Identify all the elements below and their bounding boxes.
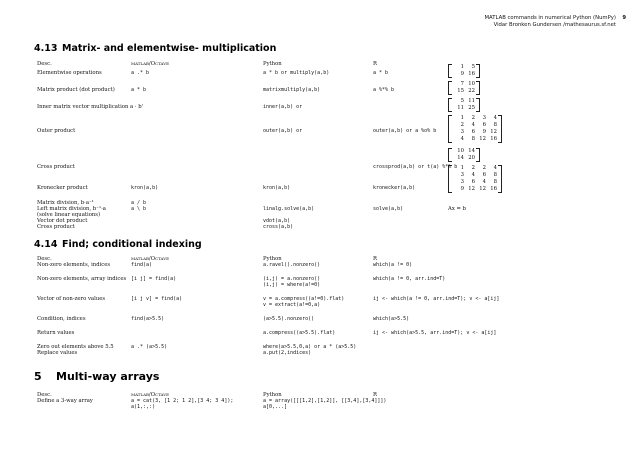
matrix-entry: 15 <box>457 88 464 94</box>
col-python: Python <box>263 61 282 67</box>
matlab-code: find(a>5.5) <box>131 316 165 322</box>
matrix-entry: 3 <box>460 179 464 185</box>
matlab-code: [i j] = find(a) <box>131 276 177 282</box>
r-code: solve(a,b) <box>373 206 404 212</box>
header-author: Vidar Bronken Gundersen /mathesaurus.sf.net <box>493 22 616 28</box>
col-desc: Desc. <box>37 392 52 398</box>
matrix-entry: 8 <box>471 136 475 142</box>
section-heading-4-14 <box>34 239 202 250</box>
matrix-row <box>453 179 497 186</box>
matrix-entry: 6 <box>471 179 475 185</box>
python-code: a.ravel().nonzero() <box>263 262 321 268</box>
section-number: 5 <box>34 370 42 383</box>
desc: Return values <box>37 330 75 336</box>
matrix-entry: 5 <box>471 64 475 70</box>
section-title: Find; conditional indexing <box>62 239 202 250</box>
matrix-entry: 12 <box>490 129 497 135</box>
desc: Matrix division, b·a⁻¹ <box>37 200 94 206</box>
desc: Vector of non-zero values <box>37 296 106 302</box>
col-matlab: matlab/Octave <box>131 392 170 398</box>
result-matrix <box>448 115 502 143</box>
matrix-row <box>453 98 475 105</box>
r-code: crossprod(a,b) or t(a) %*% b <box>373 164 458 170</box>
col-matlab: matlab/Octave <box>131 256 170 262</box>
matrix-entry: 7 <box>460 81 464 87</box>
desc: Elementwise operations <box>37 70 102 76</box>
matrix-entry: 3 <box>482 115 486 121</box>
header-title: MATLAB commands in numerical Python (NumPy) <box>484 15 616 21</box>
section-number: 4.14 <box>34 239 58 250</box>
matlab-code: [i j v] = find(a) <box>131 296 183 302</box>
table-row <box>37 404 597 412</box>
table-row <box>37 87 597 95</box>
matrix-entry: 4 <box>471 122 475 128</box>
python-code: a.compress((a>5.5).flat) <box>263 330 336 336</box>
matrix-entry: 4 <box>471 172 475 178</box>
matrix-entry: 12 <box>479 186 486 192</box>
python-code: matrixmultiply(a,b) <box>263 87 321 93</box>
python-code: v = extract(a!=0,a) <box>263 302 321 308</box>
matrix-entry: 2 <box>471 165 475 171</box>
section-title: Matrix- and elementwise- multiplication <box>62 43 277 54</box>
matrix-entry: 8 <box>493 122 497 128</box>
matrix-entry: 14 <box>457 155 464 161</box>
table-row <box>37 164 597 172</box>
python-code: a.put(2,indices) <box>263 350 312 356</box>
matrix-entry: 2 <box>471 115 475 121</box>
python-code: cross(a,b) <box>263 224 294 230</box>
matrix-entry: 5 <box>460 98 464 104</box>
matrix-entry: 2 <box>460 122 464 128</box>
matlab-code: a / b <box>131 200 147 206</box>
result-matrix <box>448 81 480 95</box>
matrix-entry: 10 <box>457 148 464 154</box>
r-code: a %*% b <box>373 87 395 93</box>
result-matrix <box>448 98 480 112</box>
python-code: outer(a,b) or <box>263 128 303 134</box>
table-row <box>37 316 597 324</box>
python-code: kron(a,b) <box>263 185 291 191</box>
desc: Define a 3-way array <box>37 398 93 404</box>
matlab-code: a(1,:,:) <box>131 404 156 410</box>
matrix-row <box>453 71 475 78</box>
matlab-code: a \ b <box>131 206 147 212</box>
matlab-code: find(a) <box>131 262 153 268</box>
matrix-row <box>453 88 475 95</box>
desc: Vector dot product <box>37 218 88 224</box>
table-row <box>37 330 597 338</box>
col-python: Python <box>263 256 282 262</box>
matrix-entry: 1 <box>460 165 464 171</box>
python-code: inner(a,b) or <box>263 104 303 110</box>
page-number: 9 <box>622 15 626 21</box>
table-row <box>37 224 597 232</box>
r-code: outer(a,b) or a %o% b <box>373 128 437 134</box>
r-code: kronecker(a,b) <box>373 185 416 191</box>
section-heading-4-13 <box>34 43 276 54</box>
matrix-entry: 2 <box>482 165 486 171</box>
matrix-entry: 4 <box>493 115 497 121</box>
matlab-code: a = cat(3, [1 2; 1 2],[3 4; 3 4]); <box>131 398 234 404</box>
matrix-entry: 4 <box>493 165 497 171</box>
matrix-entry: 22 <box>468 88 475 94</box>
desc: (solve linear equations) <box>37 212 101 218</box>
matlab-code: kron(a,b) <box>131 185 159 191</box>
table-row <box>37 128 597 136</box>
matrix-entry: 11 <box>457 105 464 111</box>
matrix-entry: 11 <box>468 98 475 104</box>
section-title: Multi-way arrays <box>56 370 160 383</box>
table-row <box>37 104 597 112</box>
matrix-entry: 4 <box>460 136 464 142</box>
desc: Condition, indices <box>37 316 86 322</box>
matrix-entry: 4 <box>482 179 486 185</box>
solve-result: Ax = b <box>448 206 467 212</box>
desc: Non-zero elements, array indices <box>37 276 127 282</box>
col-desc: Desc. <box>37 61 52 67</box>
matrix-entry: 8 <box>493 179 497 185</box>
python-code: a[0,...] <box>263 404 288 410</box>
section-number: 4.13 <box>34 43 58 54</box>
matrix-entry: 16 <box>490 186 497 192</box>
matrix-entry: 9 <box>460 71 464 77</box>
r-code: ij <- which(a != 0, arr.ind=T); v <- a[ij] <box>373 296 500 302</box>
matrix-entry: 3 <box>460 172 464 178</box>
table-row <box>37 262 597 270</box>
matrix-row <box>453 186 497 193</box>
matrix-row <box>453 155 475 162</box>
col-desc: Desc. <box>37 256 52 262</box>
r-code: which(a>5.5) <box>373 316 410 322</box>
desc: Inner matrix vector multiplication a · b' <box>37 104 144 110</box>
matrix-row <box>453 115 497 122</box>
table-row <box>37 350 597 358</box>
matrix-row <box>453 105 475 112</box>
desc: Left matrix division, b⁻¹·a <box>37 206 106 212</box>
matrix-entry: 9 <box>460 186 464 192</box>
table-row <box>37 282 597 290</box>
matrix-entry: 6 <box>482 172 486 178</box>
matrix-row <box>453 165 497 172</box>
matrix-entry: 25 <box>468 105 475 111</box>
python-code: linalg.solve(a,b) <box>263 206 315 212</box>
python-code: a * b or multiply(a,b) <box>263 70 330 76</box>
matrix-entry: 6 <box>471 129 475 135</box>
matrix-entry: 16 <box>490 136 497 142</box>
matlab-code: a .* b <box>131 70 150 76</box>
matrix-entry: 3 <box>460 129 464 135</box>
r-code: which(a != 0) <box>373 262 413 268</box>
section-heading-5 <box>34 370 159 383</box>
col-python: Python <box>263 392 282 398</box>
matrix-row <box>453 129 497 136</box>
matrix-entry: 12 <box>479 136 486 142</box>
matrix-row <box>453 81 475 88</box>
matrix-entry: 14 <box>468 148 475 154</box>
matrix-row <box>453 172 497 179</box>
table-row <box>37 185 597 193</box>
desc: Cross product <box>37 224 75 230</box>
matrix-entry: 8 <box>493 172 497 178</box>
matrix-entry: 16 <box>468 71 475 77</box>
matrix-row <box>453 136 497 143</box>
matrix-entry: 12 <box>468 186 475 192</box>
matrix-entry: 20 <box>468 155 475 161</box>
matlab-code: a .* (a>5.5) <box>131 344 168 350</box>
python-code: v = a.compress((a!=0).flat) <box>263 296 345 302</box>
matrix-row <box>453 64 475 71</box>
r-code: a * b <box>373 70 389 76</box>
table-header-row <box>37 61 597 69</box>
result-matrix <box>448 165 502 193</box>
col-r: R <box>373 256 377 262</box>
desc: Cross product <box>37 164 75 170</box>
matlab-code: a * b <box>131 87 147 93</box>
table-row <box>37 302 597 310</box>
python-code: (a>5.5).nonzero() <box>263 316 315 322</box>
r-code: ij <- which(a>5.5, arr.ind=T); v <- a[ij] <box>373 330 497 336</box>
col-r: R <box>373 61 377 67</box>
python-code: where(a>5.5,0,a) or a * (a>5.5) <box>263 344 357 350</box>
desc: Non-zero elements, indices <box>37 262 111 268</box>
matrix-entry: 10 <box>468 81 475 87</box>
desc: Replace values <box>37 350 78 356</box>
col-matlab: matlab/Octave <box>131 61 170 67</box>
matrix-entry: 6 <box>482 122 486 128</box>
matrix-entry: 1 <box>460 64 464 70</box>
r-code: which(a != 0, arr.ind=T) <box>373 276 446 282</box>
matrix-entry: 9 <box>482 129 486 135</box>
python-code: (i,j) = a.nonzero() <box>263 276 321 282</box>
python-code: a = array([[[1,2],[1,2]], [[3,4],[3,4]]]) <box>263 398 387 404</box>
desc: Outer product <box>37 128 76 134</box>
table-row <box>37 70 597 78</box>
result-matrix <box>448 64 480 78</box>
matrix-row <box>453 148 475 155</box>
running-header <box>484 15 626 29</box>
desc: Zero out elements above 5.5 <box>37 344 114 350</box>
desc: Matrix product (dot product) <box>37 87 115 93</box>
desc: Kronecker product <box>37 185 88 191</box>
result-matrix <box>448 148 480 162</box>
matrix-row <box>453 122 497 129</box>
python-code: (i,j) = where(a!=0) <box>263 282 321 288</box>
matrix-entry: 1 <box>460 115 464 121</box>
python-code: vdot(a,b) <box>263 218 291 224</box>
col-r: R <box>373 392 377 398</box>
